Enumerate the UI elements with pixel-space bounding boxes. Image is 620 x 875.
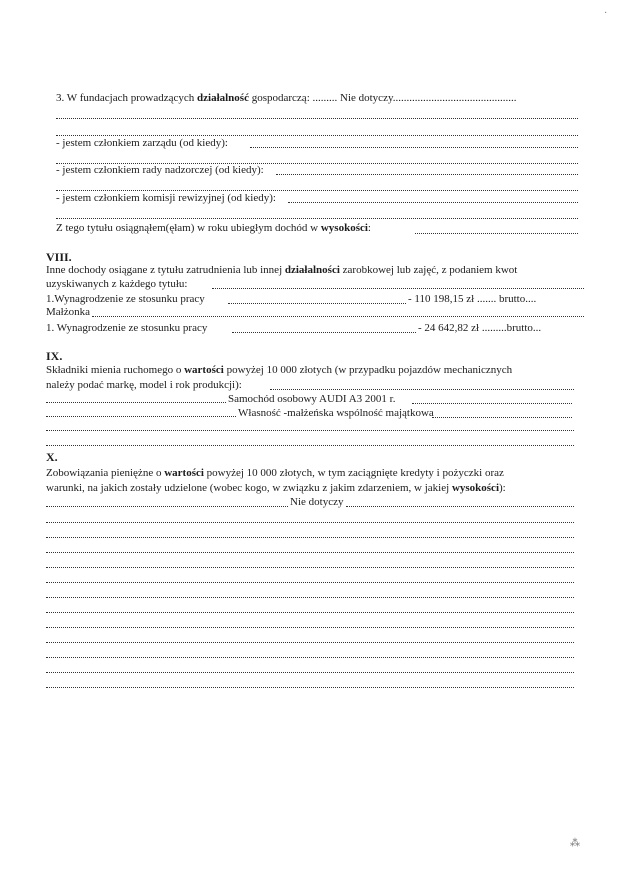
dotted-fill-line (412, 395, 572, 404)
section-ix-intro-2-text: należy podać markę, model i rok produkcji): (46, 379, 242, 391)
dotted-fill-line (46, 604, 574, 613)
dotted-fill-line (46, 408, 236, 417)
dotted-fill-line (46, 574, 574, 583)
dotted-fill-line (92, 308, 584, 317)
dotted-fill-line (56, 110, 578, 119)
salary-row-1-amount: - 110 198,15 zł ....... brutto.... (408, 293, 537, 305)
dotted-fill-line (46, 634, 574, 643)
dotted-fill-line (56, 155, 578, 164)
dotted-fill-line (415, 225, 578, 234)
section-viii-intro (46, 264, 586, 277)
dotted-fill-line (276, 166, 578, 175)
dotted-fill-line (46, 559, 574, 568)
section-ix-intro-bold: wartości (184, 364, 224, 376)
section-x-intro-2-colon: ): (499, 482, 506, 494)
spouse-label: Małżonka (46, 306, 90, 318)
section-x-intro-rest: powyżej 10 000 złotych, w tym zaciągnięte kredyty i pożyczki oraz (203, 467, 504, 479)
income-colon: : (367, 222, 371, 234)
dotted-fill-line (228, 295, 406, 304)
dotted-fill-line (232, 324, 416, 333)
dotted-fill-line (46, 664, 574, 673)
foundations-text: 3. W fundacjach prowadzących (56, 92, 198, 104)
section-viii-intro-rest: zarobkowej lub zajęć, z podaniem kwot (339, 264, 518, 276)
salary-row-2-label: 1. Wynagrodzenie ze stosunku pracy (46, 322, 208, 334)
section-ix-intro-text: Składniki mienia ruchomego o (46, 364, 185, 376)
section-ix-intro (46, 364, 586, 377)
dotted-fill-line (288, 194, 578, 203)
dotted-fill-line (46, 422, 574, 431)
car-entry: Samochód osobowy AUDI A3 2001 r. (228, 393, 396, 405)
dotted-fill-line (46, 529, 574, 538)
dotted-fill-line (46, 649, 574, 658)
dotted-fill-line (56, 127, 578, 136)
dotted-fill-line (46, 619, 574, 628)
corner-mark: · (604, 8, 608, 19)
dotted-fill-line (46, 437, 574, 446)
section-ix-intro-rest: powyżej 10 000 złotych (w przypadku pojazdów mechanicznych (223, 364, 513, 376)
income-text: Z tego tytułu osiągnąłem(ęłam) w roku ubiegłym dochód w (56, 222, 321, 234)
dotted-fill-line (46, 679, 574, 688)
section-viii-heading: VIII. (46, 250, 72, 264)
supervisory-board-label: - jestem członkiem rady nadzorczej (od kiedy): (56, 164, 264, 176)
not-applicable-entry: Nie dotyczy (290, 496, 344, 508)
dotted-fill-line (46, 498, 288, 507)
dotted-fill-line (46, 394, 226, 403)
section-x-intro-bold: wartości (164, 467, 204, 479)
page-mark: ⁂ (570, 838, 580, 849)
salary-row-2-amount: - 24 642,82 zł .........brutto... (418, 322, 542, 334)
ownership-entry: Własność -małżeńska wspólność majątkowa (238, 407, 434, 419)
section-viii-intro-bold: działalności (284, 264, 340, 276)
dotted-fill-line (46, 514, 574, 523)
section-x-intro-2 (46, 482, 586, 495)
dotted-fill-line (46, 544, 574, 553)
foundations-bold: działalność (197, 92, 249, 104)
income-bold: wysokości (320, 222, 368, 234)
dotted-fill-line (212, 280, 584, 289)
board-member-label: - jestem członkiem zarządu (od kiedy): (56, 137, 228, 149)
section-x-heading: X. (46, 450, 58, 464)
dotted-fill-line (46, 589, 574, 598)
section-x-intro-2-bold: wysokości (451, 482, 499, 494)
section-x-intro-text: Zobowiązania pieniężne o (46, 467, 165, 479)
dotted-fill-line (346, 498, 574, 507)
audit-committee-label: - jestem członkiem komisji rewizyjnej (od kiedy): (56, 192, 276, 204)
section-viii-intro-text: Inne dochody osiągane z tytułu zatrudnienia lub innej (46, 264, 285, 276)
dotted-fill-line (56, 210, 578, 219)
dotted-fill-line (432, 409, 572, 418)
foundations-answer: gospodarczą: ......... Nie dotyczy............................................. (248, 92, 517, 104)
section-x-intro-2-text: warunki, na jakich zostały udzielone (wobec kogo, w związku z jakim zdarzeniem, w jakiej (46, 482, 452, 494)
dotted-fill-line (56, 182, 578, 191)
dotted-fill-line (250, 139, 578, 148)
dotted-fill-line (270, 381, 574, 390)
foundations-line (56, 92, 586, 105)
section-viii-intro-2-text: uzyskiwanych z każdego tytułu: (46, 278, 188, 290)
section-x-intro (46, 467, 586, 480)
section-ix-heading: IX. (46, 349, 63, 363)
salary-row-1-label: 1.Wynagrodzenie ze stosunku pracy (46, 293, 205, 305)
